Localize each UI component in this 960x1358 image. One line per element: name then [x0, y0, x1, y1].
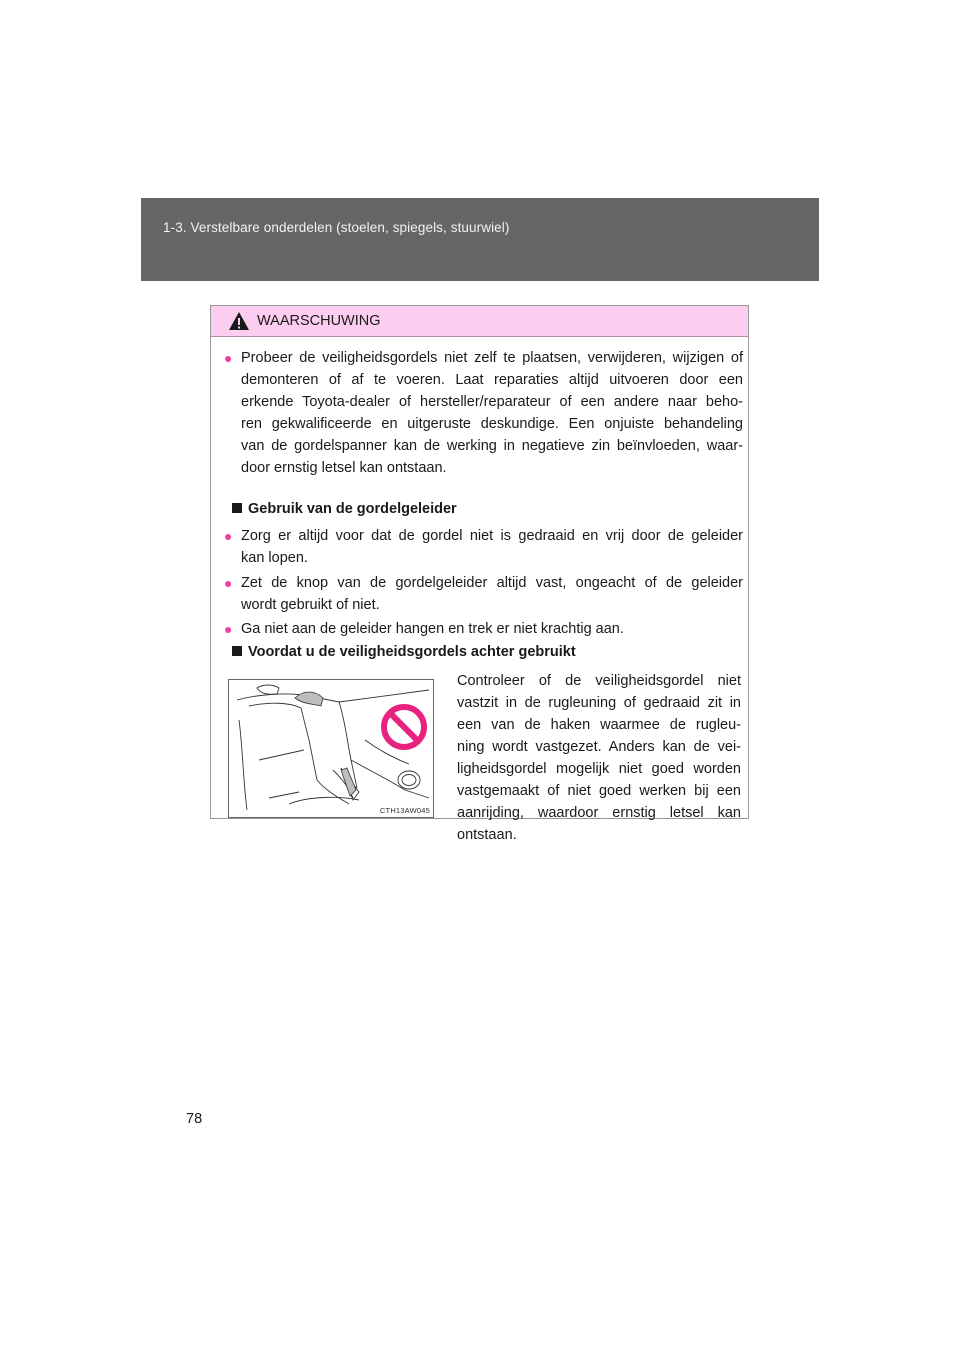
- text-line: een van de haken waarmee de rugleu-: [457, 717, 741, 733]
- text-line: ligheidsgordel mogelijk niet goed worden: [457, 761, 741, 777]
- text-line: Probeer de veiligheidsgordels niet zelf te plaatsen, verwijderen, wijzigen of: [241, 350, 743, 366]
- warning-bullet: [224, 572, 743, 616]
- text-line: Zorg er altijd voor dat de gordel niet is gedraaid en vrij door de geleider: [241, 528, 743, 544]
- text-line: aanrijding, waardoor ernstig letsel kan: [457, 805, 741, 821]
- bullet-dot-icon: ●: [224, 621, 233, 637]
- text-line: Zet de knop van de gordelgeleider altijd vast, ongeacht of de geleider: [241, 575, 743, 591]
- text-line: ren gekwalificeerde en uitgeruste deskundige. Een onjuiste behandeling: [241, 416, 743, 432]
- header-band: [141, 198, 819, 281]
- text-line: door ernstig letsel kan ontstaan.: [241, 460, 447, 476]
- bullet-dot-icon: ●: [224, 575, 233, 591]
- prohibition-icon: [384, 707, 424, 747]
- section-heading-text: Gebruik van de gordelgeleider: [248, 501, 457, 517]
- bullet-dot-icon: ●: [224, 350, 233, 366]
- square-bullet-icon: [232, 646, 242, 656]
- text-line: vastgemaakt of niet goed werken bij een: [457, 783, 741, 799]
- section-heading: [232, 641, 576, 663]
- illustration-code: CTH13AW045: [379, 806, 430, 815]
- bullet-dot-icon: ●: [224, 528, 233, 544]
- warning-bullet: [224, 525, 743, 569]
- section-heading-text: Voordat u de veiligheidsgordels achter gebruikt: [248, 644, 576, 660]
- text-line: ontstaan.: [457, 827, 517, 843]
- warning-header: [211, 306, 748, 337]
- warning-box: [210, 305, 749, 843]
- rear-seatbelt-warning-text: [457, 670, 741, 846]
- text-line: Ga niet aan de geleider hangen en trek er niet krachtig aan.: [241, 621, 624, 637]
- rear-seat-drawing: [229, 680, 434, 818]
- text-line: vastzit in de rugleuning of gedraaid zit in: [457, 695, 741, 711]
- section-heading: [232, 498, 457, 520]
- square-bullet-icon: [232, 503, 242, 513]
- warning-bullet-intro: [224, 347, 743, 479]
- text-line: demonteren of af te voeren. Laat reparaties altijd uitvoeren door een: [241, 372, 743, 388]
- text-line: wordt gebruikt of niet.: [241, 597, 380, 613]
- seatbelt-illustration: [228, 679, 434, 818]
- section-title: 1-3. Verstelbare onderdelen (stoelen, spiegels, stuurwiel): [163, 220, 510, 235]
- text-line: ning wordt vastgezet. Anders kan de vei-: [457, 739, 741, 755]
- text-line: erkende Toyota-dealer of hersteller/reparateur of een andere naar beho-: [241, 394, 743, 410]
- page-number: 78: [186, 1111, 203, 1127]
- text-line: kan lopen.: [241, 550, 308, 566]
- text-line: van de gordelspanner kan de werking in negatieve zin beïnvloeden, waar-: [241, 438, 743, 454]
- warning-triangle-icon: [228, 311, 250, 331]
- warning-title: WAARSCHUWING: [257, 313, 381, 329]
- text-line: Controleer of de veiligheidsgordel niet: [457, 673, 741, 689]
- warning-bullet: [224, 618, 743, 640]
